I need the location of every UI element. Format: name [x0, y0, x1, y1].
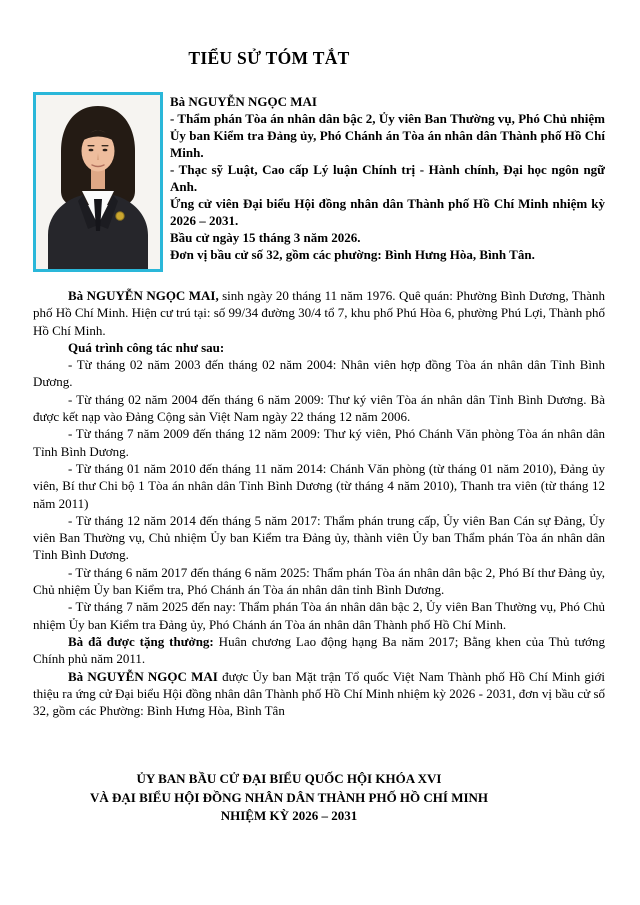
career-item: - Từ tháng 02 năm 2003 đến tháng 02 năm 2004: Nhân viên hợp đồng Tòa án nhân dân Tỉnh Bình Dương. [33, 357, 605, 390]
career-item: - Từ tháng 7 năm 2025 đến nay: Thẩm phán Tòa án nhân dân bậc 2, Ủy viên Ban Thường vụ, Phó Chủ nhiệm Ủy ban Kiểm tra Đảng ủy, Phó Chánh án Tòa án nhân dân Thành phố Hồ Chí Minh. [33, 599, 605, 632]
biography-body [33, 287, 605, 719]
candidate-photo-frame [33, 92, 163, 272]
awards-label: Bà đã được tặng thưởng: [68, 633, 214, 649]
awards-text: Huân chương Lao động hạng Ba năm 2017; Bằng khen của Thủ tướng Chính phủ năm 2011. [33, 633, 605, 667]
header-section [33, 92, 605, 272]
nomination-name: Bà NGUYỄN NGỌC MAI [68, 668, 218, 684]
candidate-education-line: - Thạc sỹ Luật, Cao cấp Lý luận Chính trị - Hành chính, Đại học ngôn ngữ Anh. [170, 162, 605, 194]
career-item: - Từ tháng 12 năm 2014 đến tháng 5 năm 2017: Thẩm phán trung cấp, Ủy viên Ban Cán sự Đảng, Ủy viên Ban Thường vụ, Chủ nhiệm Ủy ban Kiểm tra Đảng ủy, thành viên Ủy ban Thẩm phán Tòa án nhân dân Tỉnh Bình Dương. [33, 512, 605, 563]
election-date-line: Bầu cử ngày 15 tháng 3 năm 2026. [170, 230, 361, 245]
footer-line-3: NHIỆM KỲ 2026 – 2031 [220, 808, 358, 824]
election-unit-line: Đơn vị bầu cử số 32, gồm các phường: Bình Hưng Hòa, Bình Tân. [170, 247, 535, 262]
candidate-photo [36, 95, 160, 269]
career-heading: Quá trình công tác như sau: [68, 339, 225, 355]
footer-line-2: VÀ ĐẠI BIỂU HỘI ĐỒNG NHÂN DÂN THÀNH PHỐ HỒ CHÍ MINH [89, 789, 489, 805]
candidacy-line: Ứng cử viên Đại biểu Hội đồng nhân dân Thành phố Hồ Chí Minh nhiệm kỳ 2026 – 2031. [170, 196, 605, 228]
candidate-summary [170, 92, 605, 263]
intro-name: Bà NGUYỄN NGỌC MAI, [68, 288, 219, 303]
nomination-paragraph [33, 668, 605, 720]
career-item: - Từ tháng 6 năm 2017 đến tháng 6 năm 2025: Thẩm phán Tòa án nhân dân bậc 2, Phó Bí thư Đảng ủy, Chủ nhiệm Ủy ban Kiểm tra, Phó Chánh án Tòa án nhân dân tỉnh Bình Dương. [33, 564, 605, 598]
intro-text: sinh ngày 20 tháng 11 năm 1976. Quê quán: Phường Bình Dương, Thành phố Hồ Chí Minh. Hiện cư trú tại: số 99/34 đường 30/4 tổ 7, khu phố Phú Hòa 6, phường Phú Lợi, Thành phố Hồ Chí Minh. [33, 288, 605, 338]
candidate-position-line: - Thẩm phán Tòa án nhân dân bậc 2, Ủy viên Ban Thường vụ, Phó Chủ nhiệm Ủy ban Kiểm tra Đảng ủy, Phó Chánh án Tòa án nhân dân Thành phố Hồ Chí Minh. [170, 111, 605, 160]
career-item: - Từ tháng 7 năm 2009 đến tháng 12 năm 2009: Thư ký viên, Phó Chánh Văn phòng Tòa án nhân dân Tỉnh Bình Dương. [33, 426, 605, 459]
footer-line-1: ỦY BAN BẦU CỬ ĐẠI BIỂU QUỐC HỘI KHÓA XVI [136, 771, 442, 787]
intro-paragraph [33, 287, 605, 339]
election-committee-footer [33, 770, 545, 826]
career-item: - Từ tháng 02 năm 2004 đến tháng 6 năm 2009: Thư ký viên Tòa án nhân dân Tỉnh Bình Dương. Bà được kết nạp vào Đảng Cộng sản Việt Nam ngày 22 tháng 12 năm 2006. [33, 391, 605, 425]
page-title: TIỂU SỬ TÓM TẮT [188, 48, 350, 68]
career-item: - Từ tháng 01 năm 2010 đến tháng 11 năm 2014: Chánh Văn phòng (từ tháng 01 năm 2010), Đảng ủy viên, Bí thư Chi bộ 1 Tòa án nhân dân Tỉnh Bình Dương (từ tháng 4 năm 2010), Thanh tra viên (từ tháng 12 năm 2011) [33, 460, 605, 511]
nomination-text: được Ủy ban Mặt trận Tổ quốc Việt Nam Thành phố Hồ Chí Minh giới thiệu ra ứng cử Đại biểu Hội đồng nhân dân Thành phố Hồ Chí Minh nhiệm kỳ 2026 - 2031, đơn vị bầu cử số 32, gồm các Phường: Bình Hưng Hòa, Bình Tân [33, 668, 606, 719]
candidate-name: Bà NGUYỄN NGỌC MAI [170, 94, 317, 109]
awards-paragraph [33, 633, 605, 668]
